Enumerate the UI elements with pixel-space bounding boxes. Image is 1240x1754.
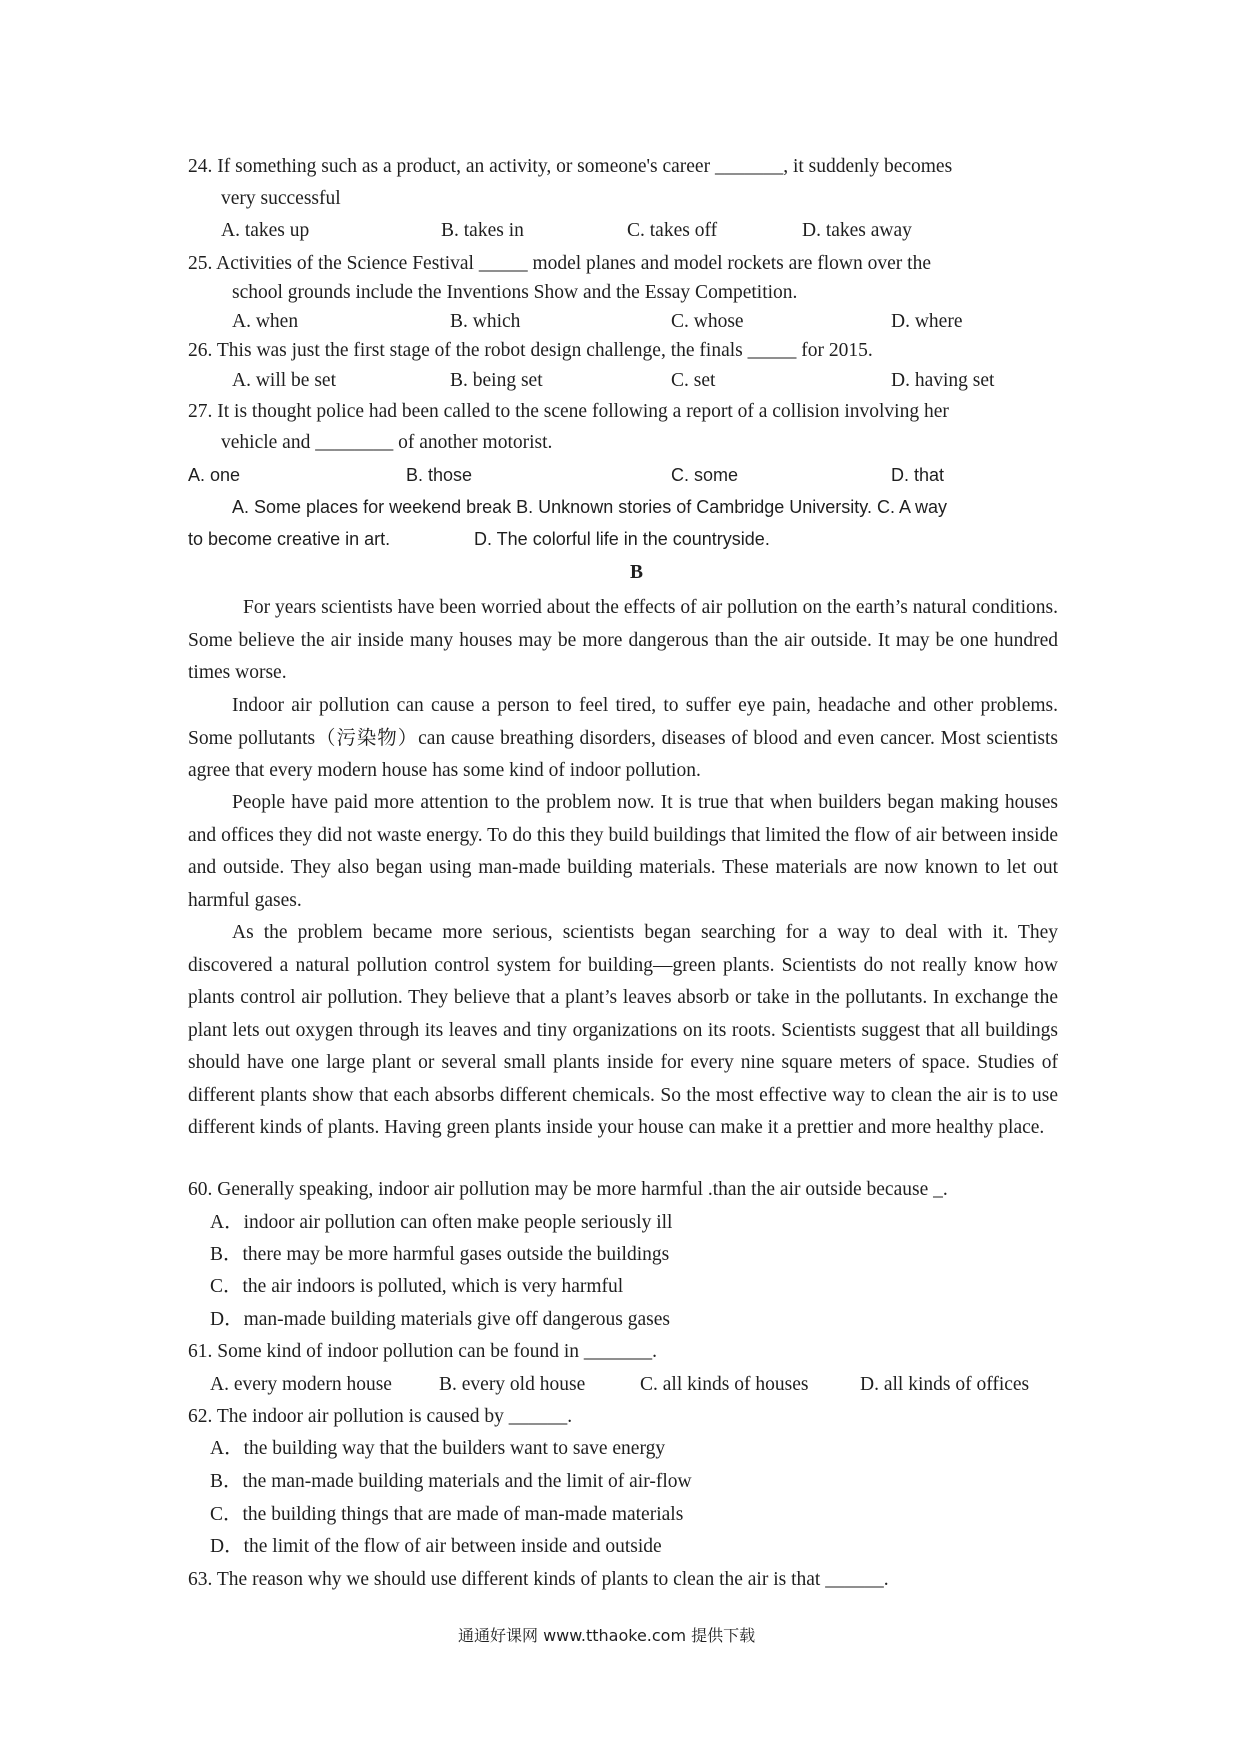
passage-paragraph-4: As the problem became more serious, scientists began searching for a way to deal with it. They discovered a natural pollution control system for building—green plants. Scientists do not really know how plants control air pollution. They believe that a plant’s leaves absorb or take in the pollutants. In exchange the plant lets out oxygen through its leaves and tiny organizations on its roots. Scientists suggest that all buildings should have one large plant or several small plants inside for every nine square meters of space. Studies of different plants show that each absorbs different chemicals. So the most effective way to clean the air is to use different kinds of plants. Having green plants inside your house can make it a prettier and more healthy place. [188, 922, 1058, 1138]
q63-stem: 63. The reason why we should use different kinds of plants to clean the air is that ______. [188, 1569, 889, 1590]
q25-option-d: D. where [891, 311, 963, 332]
q27-option-a: A. one [188, 465, 241, 485]
q24-option-b: B. takes in [441, 220, 524, 241]
q60-option-c: C．the air indoors is polluted, which is very harmful [210, 1276, 624, 1297]
stray-options-line1: A. Some places for weekend break B. Unknown stories of Cambridge University. C. A way [232, 497, 947, 517]
q26-option-d: D. having set [891, 370, 995, 391]
q61-option-c: C. all kinds of houses [640, 1374, 809, 1395]
q26-option-b: B. being set [450, 370, 543, 391]
q60-option-d: D．man-made building materials give off dangerous gases [210, 1309, 670, 1330]
q27-option-d: D. that [891, 465, 945, 485]
q25-stem-line2: school grounds include the Inventions Show and the Essay Competition. [232, 282, 798, 303]
page-footer: 通通好课网 www.tthaoke.com 提供下载 [458, 1626, 756, 1645]
q26-option-a: A. will be set [232, 370, 336, 391]
q27-stem-line2: vehicle and ________ of another motorist. [221, 432, 553, 453]
q61-stem: 61. Some kind of indoor pollution can be found in _______. [188, 1341, 658, 1362]
passage-paragraph-1: For years scientists have been worried about the effects of air pollution on the earth’s natural conditions. Some believe the air inside many houses may be more dangerous than the air outside. It may be one hundred times worse. [188, 597, 1058, 683]
q24-stem-line2: very successful [221, 188, 341, 209]
q61-option-b: B. every old house [439, 1374, 586, 1395]
q27-stem-line1: 27. It is thought police had been called to the scene following a report of a collision involving her [188, 401, 949, 422]
q25-option-a: A. when [232, 311, 299, 332]
q60-option-a: A．indoor air pollution can often make people seriously ill [210, 1212, 673, 1233]
q61-option-a: A. every modern house [210, 1374, 392, 1395]
q25-option-c: C. whose [671, 311, 744, 332]
stray-options-line2-b: D. The colorful life in the countryside. [474, 529, 770, 549]
q62-option-c: C．the building things that are made of man-made materials [210, 1504, 684, 1525]
q26-option-c: C. set [671, 370, 716, 391]
q61-option-d: D. all kinds of offices [860, 1374, 1030, 1395]
q24-option-d: D. takes away [802, 220, 912, 241]
passage-paragraph-2: Indoor air pollution can cause a person to feel tired, to suffer eye pain, headache and other problems. Some pollutants（污染物）can cause breathing disorders, diseases of blood and even cancer. Most scientists agree that every modern house has some kind of indoor pollution. [188, 695, 1058, 781]
q27-option-b: B. those [406, 465, 473, 485]
q26-stem: 26. This was just the first stage of the robot design challenge, the finals _____ for 2015. [188, 340, 873, 361]
q24-stem-line1: 24. If something such as a product, an activity, or someone's career _______, it suddenly becomes [188, 156, 953, 177]
q60-stem: 60. Generally speaking, indoor air pollution may be more harmful .than the air outside because _. [188, 1179, 948, 1200]
q62-option-d: D．the limit of the flow of air between inside and outside [210, 1536, 662, 1557]
q24-option-c: C. takes off [627, 220, 718, 241]
q24-option-a: A. takes up [221, 220, 310, 241]
q62-stem: 62. The indoor air pollution is caused by ______. [188, 1406, 573, 1427]
q60-option-b: B．there may be more harmful gases outside the buildings [210, 1244, 670, 1265]
q62-option-a: A．the building way that the builders want to save energy [210, 1438, 666, 1459]
q25-option-b: B. which [450, 311, 521, 332]
q25-stem-line1: 25. Activities of the Science Festival _____ model planes and model rockets are flown over the [188, 253, 931, 274]
passage-paragraph-3: People have paid more attention to the problem now. It is true that when builders began making houses and offices they did not waste energy. To do this they build buildings that limited the flow of air between inside and outside. They also began using man-made building materials. These materials are now known to let out harmful gases. [188, 792, 1058, 911]
stray-options-line2-a: to become creative in art. [188, 529, 391, 549]
section-b-heading: B [630, 562, 644, 583]
q27-option-c: C. some [671, 465, 739, 485]
q62-option-b: B．the man-made building materials and the limit of air-flow [210, 1471, 692, 1492]
